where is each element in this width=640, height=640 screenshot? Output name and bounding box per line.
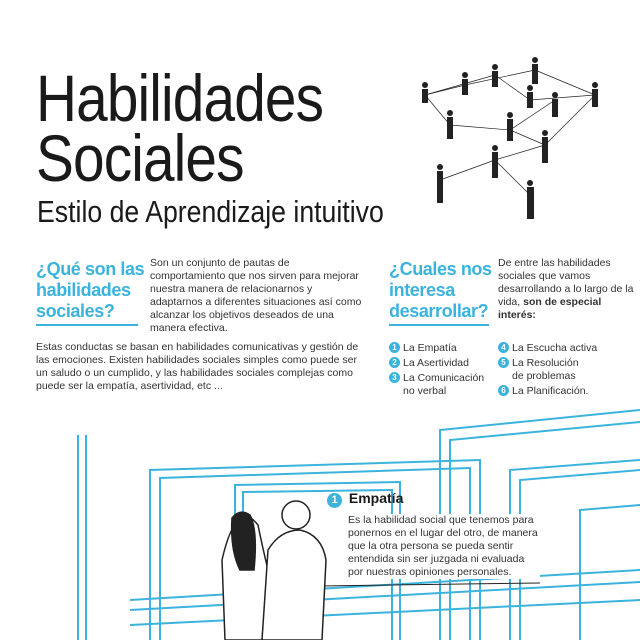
which-heading	[389, 259, 492, 322]
list-item-label: La Comunicación	[403, 372, 485, 384]
person-icon	[592, 82, 598, 107]
person-icon	[527, 180, 534, 219]
what-heading-line: ¿Qué son las	[36, 259, 145, 279]
person-icon	[552, 92, 558, 117]
number-badge-icon: 4	[498, 342, 509, 353]
number-badge-icon: 3	[389, 372, 400, 383]
which-intro-text: De entre las habilidades sociales que vamos desarrollando a lo largo de la vida,	[498, 257, 634, 308]
list-item	[498, 357, 636, 383]
list-item-label: La Asertividad	[403, 357, 469, 369]
empatia-title-text: Empatía	[348, 490, 404, 506]
person-icon	[462, 72, 468, 95]
subtitle: Estilo de Aprendizaje intuitivo	[37, 194, 384, 229]
person-icon	[492, 64, 498, 87]
number-badge-icon: 1	[327, 493, 342, 508]
number-badge-icon: 6	[498, 385, 509, 396]
list-item-label: La Resolución	[512, 357, 579, 369]
person-icon	[527, 85, 533, 108]
number-badge-icon: 5	[498, 357, 509, 368]
couple-illustration	[222, 501, 326, 640]
list-item	[389, 372, 497, 398]
list-item-label: La Escucha activa	[512, 342, 598, 354]
list-item	[498, 385, 636, 398]
man-figure	[262, 530, 326, 640]
list-item-label: La Planificación.	[512, 385, 589, 397]
empatia-text: Es la habilidad social que tenemos para ponernos en el lugar del otro, de manera que la otra persona se pueda sentir entendida sin ser juzgada ni evaluada por nuestras opiniones personales.	[348, 514, 540, 579]
which-heading-line: interesa	[389, 280, 455, 300]
person-icon	[422, 82, 428, 103]
what-intro: Son un conjunto de pautas de comportamiento que nos sirven para mejorar nuestra manera de relacionarnos y adaptarnos a diferentes situaciones así como alcanzar los objetivos deseados de una manera efectiva.	[150, 257, 362, 334]
which-heading-underline	[389, 324, 489, 326]
number-badge-icon: 1	[389, 342, 400, 353]
title-line-2: Sociales	[36, 121, 244, 195]
what-heading-underline	[36, 324, 138, 326]
what-heading	[36, 259, 144, 322]
social-network-illustration	[410, 55, 610, 235]
empatia-title	[327, 490, 403, 508]
skills-list-left	[389, 342, 497, 398]
list-item	[498, 342, 636, 355]
person-icon	[542, 130, 548, 163]
person-icon	[447, 110, 453, 139]
what-heading-line: habilidades	[36, 280, 131, 300]
list-item	[389, 357, 497, 370]
doorways-illustration	[0, 405, 640, 640]
person-icon	[437, 164, 443, 203]
skills-list-right	[498, 342, 636, 398]
title-line-1: Habilidades	[36, 61, 324, 135]
list-item-label-cont: de problemas	[512, 370, 576, 382]
which-heading-line: ¿Cuales nos	[389, 259, 492, 279]
list-item-label: La Empatía	[403, 342, 457, 354]
which-heading-line: desarrollar?	[389, 301, 489, 321]
man-head	[282, 501, 310, 529]
people-figures	[422, 57, 598, 219]
person-icon	[507, 112, 513, 141]
list-item	[389, 342, 497, 355]
what-body: Estas conductas se basan en habilidades comunicativas y gestión de las emociones. Existen habilidades sociales simples como puede ser un saludo o un cumplido, y las habilidades sociales complejas como puede ser la empatía, asertividad, etc ...	[36, 341, 359, 392]
which-intro-bold: son de especial interés:	[498, 296, 602, 321]
list-item-label-cont: no verbal	[403, 385, 447, 397]
what-heading-line: sociales?	[36, 301, 115, 321]
person-icon	[492, 145, 498, 178]
which-intro	[498, 257, 636, 322]
number-badge-icon: 2	[389, 357, 400, 368]
person-icon	[532, 57, 538, 84]
